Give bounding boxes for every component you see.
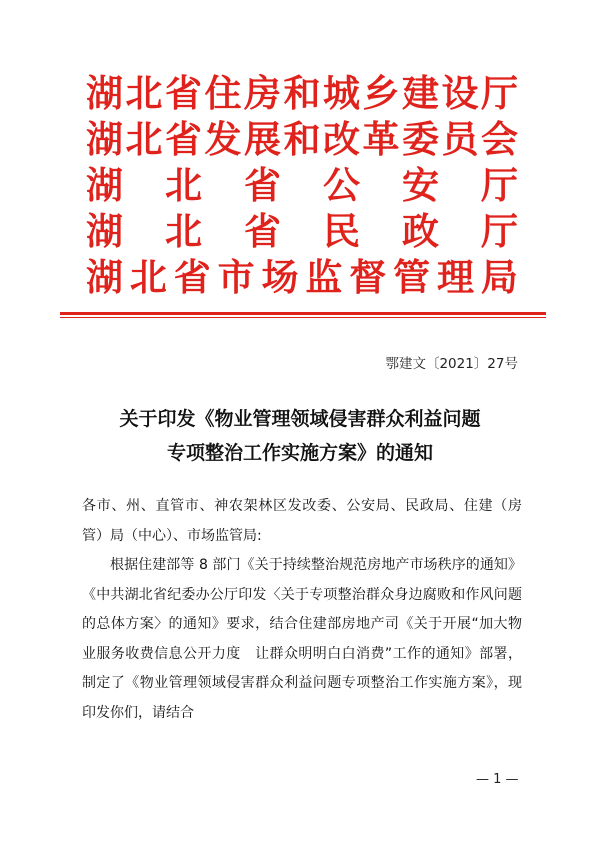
salutation: 各市、州、直管市、神农架林区发改委、公安局、民政局、住建（房管）局（中心）、市场监管局: <box>82 498 522 544</box>
agency-line-development-reform <box>86 116 518 162</box>
agency-char: 监 <box>305 255 343 299</box>
agency-char: 员 <box>441 117 479 161</box>
title-line-2: 专项整治工作实施方案》的通知 <box>166 442 433 464</box>
agency-char: 会 <box>481 117 518 161</box>
agency-char: 委 <box>402 117 439 161</box>
agency-char: 北 <box>125 117 163 161</box>
agency-char: 省 <box>165 71 202 115</box>
page-number: — 1 — <box>476 772 519 787</box>
agency-char: 湖 <box>86 117 123 161</box>
paragraph-1: 根据住建部等 8 部门《关于持续整治规范房地产市场秩序的通知》《中共湖北省纪委办公厅印发〈关于专项整治群众身边腐败和作风问题的总体方案〉的通知》要求，结合住建部房地产司《关于开展“加大物业服务收费信息公开力度 让群众明明白白消费”工作的通知》部署，制定了《物业管理领域侵害群众利益问题专项整治工作实施方案》，现印发你们，请结合 <box>82 557 522 721</box>
agency-char: 公 <box>323 163 360 207</box>
agency-char: 北 <box>125 71 163 115</box>
agency-char: 和 <box>283 117 321 161</box>
agency-char: 改 <box>323 117 360 161</box>
agency-char: 场 <box>261 255 299 299</box>
agency-char: 安 <box>402 163 439 207</box>
agency-char: 房 <box>244 71 281 115</box>
agency-char: 城 <box>323 71 360 115</box>
agency-char: 北 <box>165 163 202 207</box>
agency-char: 革 <box>362 117 400 161</box>
agency-char: 湖 <box>86 71 123 115</box>
agency-char: 厅 <box>481 163 518 207</box>
agency-char: 局 <box>480 255 518 299</box>
agency-char: 乡 <box>362 71 400 115</box>
agency-char: 省 <box>165 117 202 161</box>
agency-char: 民 <box>323 209 360 253</box>
agency-char: 理 <box>437 255 474 299</box>
agency-char: 厅 <box>481 71 518 115</box>
red-separator-thin <box>60 317 546 318</box>
agency-line-public-security <box>86 162 518 208</box>
agency-char: 湖 <box>86 209 123 253</box>
document-body <box>82 492 522 728</box>
title-line-1: 关于印发《物业管理领域侵害群众利益问题 <box>119 408 481 430</box>
agency-line-civil-affairs <box>86 208 518 254</box>
agency-char: 和 <box>283 71 321 115</box>
agency-char: 市 <box>217 255 255 299</box>
agency-line-market-supervision <box>86 254 518 300</box>
agency-char: 省 <box>244 209 281 253</box>
agency-char: 督 <box>349 255 387 299</box>
agency-char: 省 <box>244 163 281 207</box>
agency-char: 湖 <box>86 255 123 299</box>
agency-line-housing <box>86 70 518 116</box>
agency-char: 厅 <box>481 209 518 253</box>
agency-char: 展 <box>244 117 281 161</box>
agency-char: 省 <box>173 255 211 299</box>
agency-char: 设 <box>441 71 479 115</box>
document-number: 鄂建文〔2021〕27号 <box>385 356 518 372</box>
issuing-agencies-header <box>86 70 518 300</box>
agency-char: 北 <box>129 255 167 299</box>
agency-char: 管 <box>393 255 431 299</box>
agency-char: 北 <box>165 209 202 253</box>
agency-char: 发 <box>204 117 242 161</box>
agency-char: 建 <box>402 71 439 115</box>
red-separator-thick <box>60 312 546 315</box>
agency-char: 湖 <box>86 163 123 207</box>
agency-char: 住 <box>204 71 242 115</box>
agency-char: 政 <box>402 209 439 253</box>
document-title <box>60 402 540 470</box>
